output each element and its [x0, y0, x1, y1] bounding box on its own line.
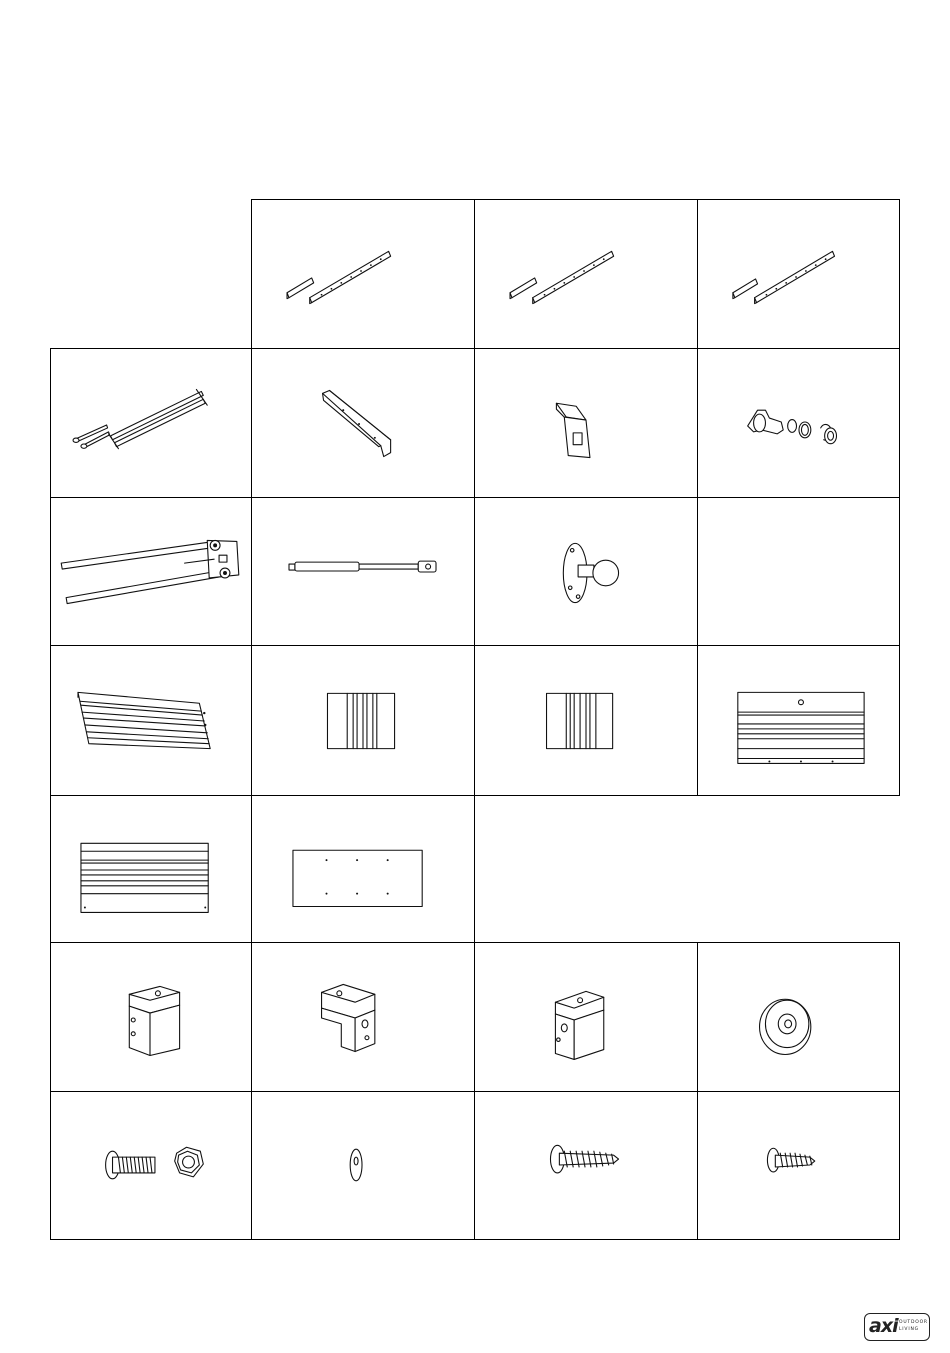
gas-strut-icon [252, 498, 474, 645]
profile-pair-2-icon [475, 200, 697, 348]
part-cell-gas-strut [251, 497, 475, 646]
ribbed-panel-large-icon [698, 646, 899, 795]
part-cell-slatted-panel [50, 645, 252, 796]
slatted-panel-icon [51, 646, 251, 795]
ribbed-panel-icon [51, 796, 251, 942]
bolt-nut-icon [51, 1092, 251, 1239]
small-panel-b-icon [475, 646, 697, 795]
part-cell-angle-bracket [251, 348, 475, 498]
part-cell-rod-pair [50, 348, 252, 498]
part-cell-corner-connector-b [251, 942, 475, 1092]
part-cell-washer [251, 1091, 475, 1240]
ball-mount-icon [475, 498, 697, 645]
part-cell-small-panel-b [474, 645, 698, 796]
part-cell-screw-large [474, 1091, 698, 1240]
small-panel-a-icon [252, 646, 474, 795]
knob-washer-set-icon [698, 349, 899, 497]
part-cell-knob-washer-set [697, 348, 900, 498]
screw-large-icon [475, 1092, 697, 1239]
part-cell-profile-pair-1 [251, 199, 475, 349]
profile-pair-1-icon [252, 200, 474, 348]
brand-name: axi [869, 1315, 898, 1337]
part-cell-bolt-nut [50, 1091, 252, 1240]
profile-pair-3-icon [698, 200, 899, 348]
part-cell-empty [697, 497, 900, 646]
part-cell-profile-pair-2 [474, 199, 698, 349]
part-cell-foot-cap [697, 942, 900, 1092]
corner-connector-b-icon [252, 943, 474, 1091]
part-cell-ribbed-panel-large [697, 645, 900, 796]
part-cell-small-panel-a [251, 645, 475, 796]
brand-tagline-bottom: LIVING [899, 1327, 919, 1332]
foot-cap-icon [698, 943, 899, 1091]
angle-bracket-icon [252, 349, 474, 497]
part-cell-hook-plate [474, 348, 698, 498]
corner-connector-a-icon [51, 943, 251, 1091]
brand-logo [864, 1313, 930, 1341]
part-cell-corner-connector-c [474, 942, 698, 1092]
part-cell-profile-pair-3 [697, 199, 900, 349]
flat-panel-icon [252, 796, 474, 942]
brand-tagline-top: OUTDOOR [899, 1320, 928, 1325]
part-cell-flat-panel [251, 795, 475, 943]
part-cell-corner-connector-a [50, 942, 252, 1092]
rod-pair-icon [51, 349, 251, 497]
part-cell-screw-small [697, 1091, 900, 1240]
hook-plate-icon [475, 349, 697, 497]
screw-small-icon [698, 1092, 899, 1239]
washer-icon [252, 1092, 474, 1239]
part-cell-ribbed-panel [50, 795, 252, 943]
corner-connector-c-icon [475, 943, 697, 1091]
hinge-arm-icon [51, 498, 251, 645]
part-cell-ball-mount [474, 497, 698, 646]
part-cell-hinge-arm [50, 497, 252, 646]
